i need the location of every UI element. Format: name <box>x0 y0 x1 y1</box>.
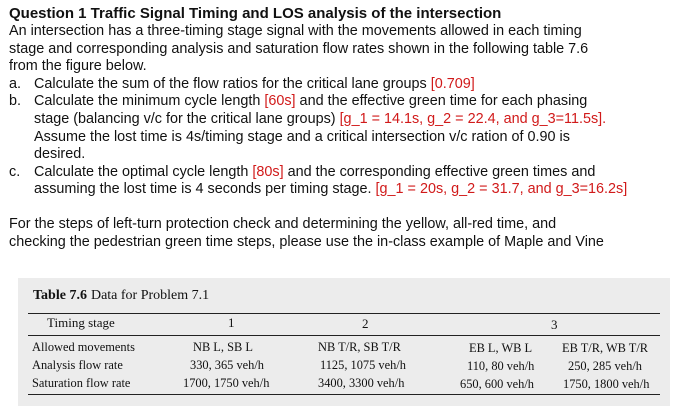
item-a-text: Calculate the sum of the flow ratios for the critical lane groups <box>34 75 431 92</box>
table-top-rule <box>28 313 660 314</box>
item-b-line-4: desired. <box>34 146 86 163</box>
item-c-answer-1: [80s] <box>252 163 284 180</box>
row-analysis-stage2: 1125, 1075 veh/h <box>320 358 406 372</box>
row-allowed-stage3a: EB L, WB L <box>469 341 533 355</box>
item-b <box>9 93 677 163</box>
header-stage-2: 2 <box>362 316 369 331</box>
table-header-rule <box>28 335 660 336</box>
item-c-marker: c. <box>9 163 21 180</box>
item-c-line-1 <box>34 164 677 182</box>
note-line-2: checking the pedestrian green time steps, please use the in-class example of Maple and Vine <box>9 233 604 250</box>
item-c-line-2 <box>34 181 677 199</box>
item-b-text-1b: and the effective green time for each phasing <box>295 93 588 110</box>
item-b-text-2: stage (balancing v/c for the critical lane groups) <box>34 110 340 127</box>
item-a-answer: [0.709] <box>430 75 475 92</box>
intro-line-2: stage and corresponding analysis and saturation flow rates shown in the following table 7.6 <box>9 40 589 57</box>
item-b-line-3: Assume the lost time is 4s/timing stage and a critical intersection v/c ration of 0.90 is <box>34 128 570 145</box>
item-b-answer-2: [g_1 = 14.1s, g_2 = 22.4, and g_3=11.5s]. <box>339 110 607 127</box>
row-saturation-stage3b: 1750, 1800 veh/h <box>563 377 650 391</box>
header-stage-1: 1 <box>228 315 235 330</box>
item-b-answer-1: [60s] <box>264 93 296 110</box>
row-allowed-label: Allowed movements <box>32 340 135 354</box>
row-analysis-stage1: 330, 365 veh/h <box>190 358 264 372</box>
intro-line-1: An intersection has a three-timing stage signal with the movements allowed in each timing <box>9 23 582 39</box>
table-caption-label: Table 7.6 <box>33 288 87 303</box>
item-c-text-2: assuming the lost time is 4 seconds per timing stage. <box>34 181 376 198</box>
item-c-text-1: Calculate the optimal cycle length <box>34 163 253 180</box>
problem-document <box>9 4 677 251</box>
row-allowed-stage3b: EB T/R, WB T/R <box>562 341 649 355</box>
row-saturation-stage2: 3400, 3300 veh/h <box>318 376 405 390</box>
item-b-text-1: Calculate the minimum cycle length <box>34 93 265 110</box>
note-line-1: For the steps of left-turn protection check and determining the yellow, all-red time, and <box>9 215 557 232</box>
row-analysis-label: Analysis flow rate <box>32 358 123 372</box>
question-list <box>9 76 677 199</box>
header-timing-stage: Timing stage <box>47 315 115 330</box>
row-analysis-stage3b: 250, 285 veh/h <box>568 359 642 373</box>
row-allowed-stage1: NB L, SB L <box>193 340 253 354</box>
row-analysis-stage3a: 110, 80 veh/h <box>467 359 535 373</box>
item-a <box>9 76 677 94</box>
item-c-text-1b: and the corresponding effective green times and <box>283 163 596 180</box>
spacer <box>9 199 677 216</box>
item-a-marker: a. <box>9 75 22 92</box>
item-c-answer-2: [g_1 = 20s, g_2 = 31.7, and g_3=16.2s] <box>375 181 628 198</box>
table-bottom-rule <box>28 394 660 395</box>
item-b-marker: b. <box>9 93 22 110</box>
row-saturation-stage3a: 650, 600 veh/h <box>460 377 534 391</box>
row-allowed-stage2: NB T/R, SB T/R <box>318 340 401 354</box>
question-title: Question 1 Traffic Signal Timing and LOS analysis of the intersection <box>9 5 502 22</box>
header-stage-3: 3 <box>551 317 558 332</box>
data-table <box>18 278 670 406</box>
table-caption-text: Data for Problem 7.1 <box>90 288 210 303</box>
item-c <box>9 164 677 199</box>
row-saturation-label: Saturation flow rate <box>32 376 131 390</box>
row-saturation-stage1: 1700, 1750 veh/h <box>183 376 270 390</box>
table-caption <box>33 288 209 304</box>
intro-line-3: from the figure below. <box>9 58 147 75</box>
item-b-line-2 <box>34 111 677 129</box>
item-b-line-1 <box>34 93 677 111</box>
